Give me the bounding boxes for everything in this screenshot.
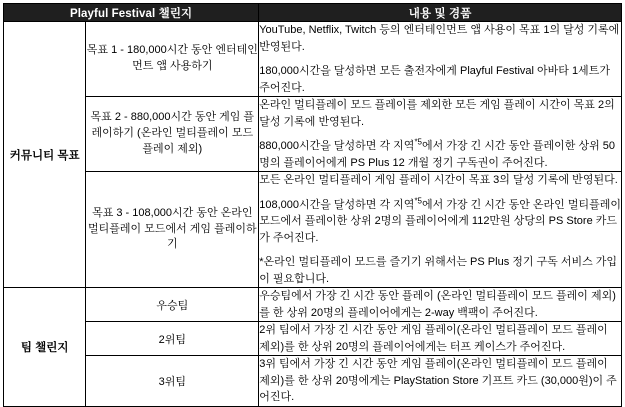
- header-detail: 내용 및 경품: [259, 4, 622, 22]
- goal-1-paragraph-2: 180,000시간을 달성하면 모든 출전자에게 Playful Festival 아바타 1세트가 주어진다.: [259, 65, 610, 94]
- team-2-label: 2위팀: [86, 322, 259, 356]
- goal-2-paragraph-2: 880,000시간을 달성하면 각 지역$^{*5}$에서 가장 긴 시간 동안 플레이한 상위 50명의 플레이어에게 PS Plus 12 개월 정기 구독권이 주어진다.: [259, 137, 616, 169]
- table-row: [4, 356, 622, 407]
- team-2-description: [259, 322, 622, 356]
- table-row: [4, 322, 622, 356]
- table-row: [4, 288, 622, 322]
- team-3-paragraph-1: 3위 팀에서 가장 긴 시간 동안 게임 플레이(온라인 멀티플레이 모드 플레이 제외)를 한 상위 20명에게는 PlayStation Store 기프트 카드 (30,000원)이 주어진다.: [259, 358, 617, 403]
- goal-1-paragraph-1: YouTube, Netflix, Twitch 등의 엔터테인먼트 앱 사용이 목표 1의 달성 기록에 반영된다.: [259, 24, 620, 53]
- team-1-label: 우승팀: [86, 288, 259, 322]
- goal-2-description: [259, 97, 622, 172]
- team-3-description: [259, 356, 622, 407]
- table-row: [4, 97, 622, 172]
- table-row: [4, 172, 622, 288]
- goal-2-label: 목표 2 - 880,000시간 동안 게임 플레이하기 (온라인 멀티플레이 모드 플레이 제외): [86, 97, 259, 172]
- category-team: 팀 챌린지: [4, 288, 86, 407]
- team-2-paragraph-1: 2위 팀에서 가장 긴 시간 동안 게임 플레이(온라인 멀티플레이 모드 플레이 제외)를 한 상위 20명의 플레이어에게는 터프 케이스가 주어진다.: [259, 324, 608, 353]
- goal-1-label: 목표 1 - 180,000시간 동안 엔터테인먼트 앱 사용하기: [86, 22, 259, 97]
- header-challenge: Playful Festival 챌린지: [4, 4, 259, 22]
- goal-3-paragraph-1: 모든 온라인 멀티플레이 게임 플레이 시간이 목표 3의 달성 기록에 반영된다.: [259, 174, 618, 186]
- goal-3-footnote: *온라인 멀티플레이 모드를 즐기기 위해서는 PS Plus 정기 구독 서비스 가입이 필요합니다.: [259, 256, 618, 285]
- goal-3-description: [259, 172, 622, 288]
- category-community: 커뮤니티 목표: [4, 22, 86, 288]
- team-1-paragraph-1: 우승팀에서 가장 긴 시간 동안 플레이 (온라인 멀티플레이 모드 플레이 제외)를 한 상위 20명의 플레이어에게는 2-way 백팩이 주어진다.: [259, 290, 616, 319]
- table-header-row: [4, 4, 622, 22]
- playful-festival-table: [3, 3, 622, 407]
- goal-1-description: [259, 22, 622, 97]
- team-1-description: [259, 288, 622, 322]
- goal-3-paragraph-2: 108,000시간을 달성하면 각 지역$^{*5}$에서 가장 긴 시간 동안 온라인 멀티플레이 모드에서 플레이한 상위 2명의 플레이어에게 112만원 상당의 PS Store 카드가 주어진다.: [259, 195, 621, 244]
- goal-2-paragraph-1: 온라인 멀티플레이 모드 플레이를 제외한 모든 게임 플레이 시간이 목표 2의 달성 기록에 반영된다.: [259, 99, 615, 128]
- team-3-label: 3위팀: [86, 356, 259, 407]
- table-row: [4, 22, 622, 97]
- goal-3-label: 목표 3 - 108,000시간 동안 온라인 멀티플레이 모드에서 게임 플레이하기: [86, 172, 259, 288]
